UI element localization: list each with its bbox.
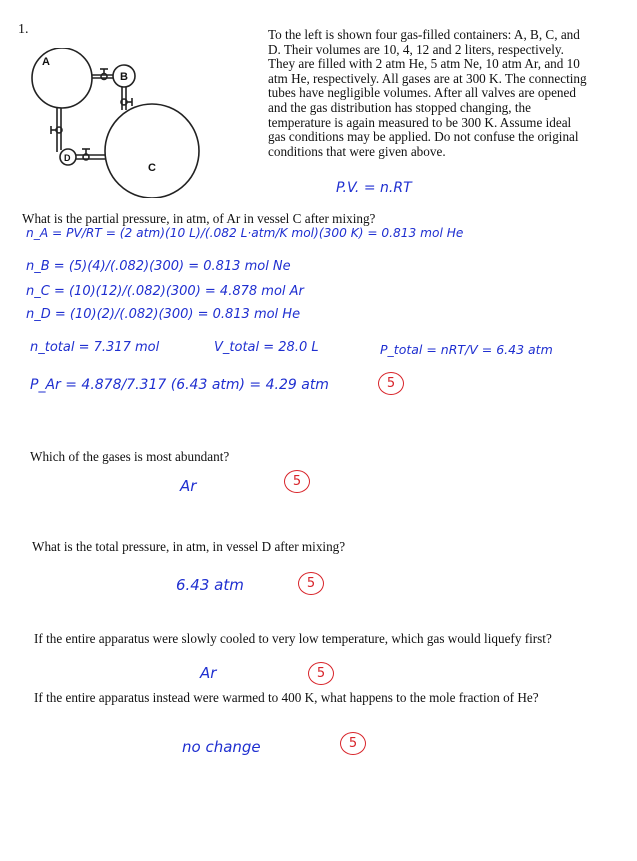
question-2-answer: Ar — [180, 477, 197, 495]
vessel-a — [32, 48, 92, 108]
question-2-text: Which of the gases is most abundant? — [30, 449, 230, 464]
label-a: A — [42, 56, 50, 68]
label-b: B — [120, 71, 128, 83]
label-c: C — [148, 162, 156, 174]
problem-number: 1. — [18, 22, 29, 37]
question-5-score: 5 — [340, 732, 366, 755]
work-line-nd: n_D = (10)(2)/(.082)(300) = 0.813 mol He — [26, 307, 301, 322]
label-d: D — [64, 153, 71, 163]
question-2-score: 5 — [284, 470, 310, 493]
question-1-text: What is the partial pressure, in atm, of Ar in vessel C after mixing? — [22, 211, 376, 226]
question-3-score: 5 — [298, 572, 324, 595]
question-4-score: 5 — [308, 662, 334, 685]
work-line-nc: n_C = (10)(12)/(.082)(300) = 4.878 mol Ar — [26, 284, 304, 299]
question-3-text: What is the total pressure, in atm, in vessel D after mixing? — [32, 539, 346, 554]
work-line-na: n_A = PV/RT = (2 atm)(10 L)/(.082 L·atm/K mol)(300 K) = 0.813 mol He — [26, 226, 464, 240]
question-4-answer: Ar — [200, 664, 217, 682]
question-1-score: 5 — [378, 372, 404, 395]
work-v-total: V_total = 28.0 L — [214, 340, 319, 355]
question-5-answer: no change — [182, 738, 261, 756]
gas-containers-diagram — [28, 48, 228, 198]
handwritten-formula: P.V. = n.RT — [336, 180, 412, 196]
question-5-text: If the entire apparatus instead were warmed to 400 K, what happens to the mole fraction of He? — [34, 690, 539, 705]
vessel-c — [105, 104, 199, 198]
question-1-answer: P_Ar = 4.878/7.317 (6.43 atm) = 4.29 atm — [30, 377, 329, 393]
question-3-answer: 6.43 atm — [176, 576, 244, 594]
work-n-total: n_total = 7.317 mol — [30, 340, 160, 355]
question-4-text: If the entire apparatus were slowly cooled to very low temperature, which gas would liquefy first? — [34, 631, 552, 646]
work-line-nb: n_B = (5)(4)/(.082)(300) = 0.813 mol Ne — [26, 259, 291, 274]
problem-intro: To the left is shown four gas-filled containers: A, B, C, and D. Their volumes are 10, 4, 12 and 2 liters, respectively. They are filled with 2 atm He, 5 atm Ne, 10 atm Ar, and 10 atm He, respectively. All gases are at 300 K. The connecting tubes have negligible volumes. After all valves are opened and the gas distribution has stopped changing, the temperature is again measured to be 300 K. Assume ideal gas conditions may be applied. Do not confuse the original conditions that were given above. — [268, 27, 587, 159]
work-p-total: P_total = nRT/V = 6.43 atm — [380, 342, 553, 357]
